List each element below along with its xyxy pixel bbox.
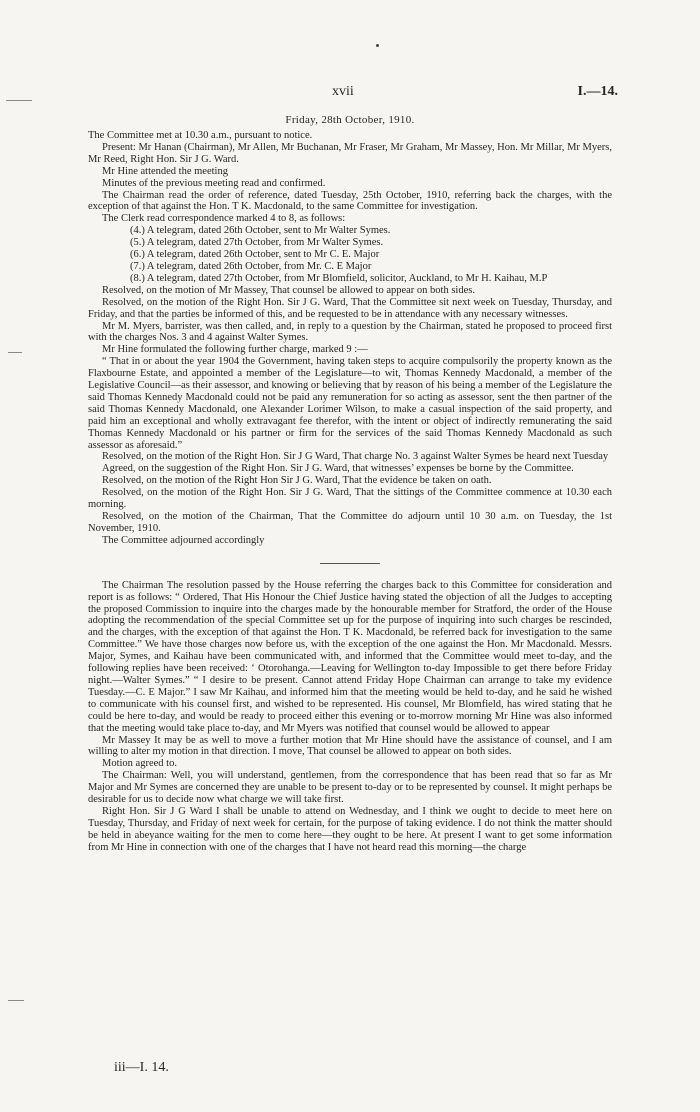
ink-dot	[376, 44, 379, 47]
correspondence-item: (8.) A telegram, dated 27th October, from Mr Blomfield, solicitor, Auckland, to Mr H. Kaihau, M.P	[130, 272, 548, 284]
correspondence-item: (4.) A telegram, dated 26th October, sent to Mr Walter Symes.	[130, 225, 391, 237]
minutes-line: Mr Hine attended the meeting	[102, 165, 228, 177]
statement: The Committee adjourned accordingly	[102, 534, 265, 546]
proceedings-paragraph: Mr Massey It may be as well to move a further motion that Mr Hine should have the assistance of counsel, and I am willing to alter my motion in that direction. I move, That counsel be allowed to appear on both sides.	[88, 734, 612, 758]
proceedings-paragraph: The Chairman The resolution passed by the House referring the charges back to this Committee for consideration and report is as follows: “ Ordered, That His Honour the Chief Justice having stated the objection of all the Judges to accepting the proposed Commission to inquire into the charges made by the honourable member for Stratford, the order of the House adopting the recommendation of the special Committee set up for the purpose of inquiring into such charges be rescinded, and the charges, with the exception of that against the Hon. T K. Macdonald, be referred back for investigation to the same Committee.” We have those charges now before us, with the exception of the one against the Hon. Mr Macdonald. Messrs. Major, Symes, and Kaihau have been communicated with, and informed that the Committee would meet to-day, and the following replies have been received: ‘ Otorohanga.—Leaving for Wellington to-day Impossible to get there before Friday night.—Walter Symes.” “ I desire to be present. Cannot attend Friday Hope Chairman can arrange to take my evidence Tuesday.—C. E Major.” I saw Mr Kaihau, and informed him that the meeting would be held to-day, and he said he wished to communicate with his counsel first, and wished to be represented. His counsel, Mr Blomfield, has wired stating that he could be here to-day, and would be ready to proceed either this evening or to-morrow morning Mr Hine was also informed that the meeting would take place to-day, and Mr Myers was notified that counsel would be allowed to appear	[88, 579, 612, 734]
correspondence-item: (6.) A telegram, dated 26th October, sent to Mr C. E. Major	[130, 249, 380, 261]
correspondence-list	[88, 225, 612, 285]
minutes-line: Minutes of the previous meeting read and confirmed.	[102, 177, 326, 189]
minutes-line: The Committee met at 10.30 a.m., pursuant to notice.	[88, 130, 313, 141]
margin-mark	[8, 352, 22, 353]
statement: Mr M. Myers, barrister, was then called, and, in reply to a question by the Chairman, stated he proposed to proceed first with the charges Nos. 3 and 4 against Walter Symes.	[88, 320, 612, 344]
resolution: Resolved, on the motion of the Right Hon. Sir J G Ward, That charge No. 3 against Walter Symes be heard next Tuesday	[102, 451, 609, 463]
section-divider	[320, 563, 380, 564]
correspondence-item: (5.) A telegram, dated 27th October, from Mr Walter Symes.	[130, 237, 384, 249]
statement: Mr Hine formulated the following further charge, marked 9 :—	[102, 344, 368, 356]
margin-mark	[6, 100, 32, 101]
margin-mark	[8, 1000, 24, 1001]
minutes-section	[88, 130, 612, 854]
proceedings-paragraph: Right Hon. Sir J G Ward I shall be unable to attend on Wednesday, and I think we ought to decide to meet here on Tuesday, Thursday, and Friday of next week for certain, for the purpose of taking evidence. I do not think the matter should be held in abeyance waiting for the men to come here—they ought to be here. At present I want to get some information from Mr Hine in connection with one of the charges that I have not heard read this morning—the charge	[88, 805, 612, 853]
page-number: xvii	[332, 84, 354, 99]
minutes-present: Present: Mr Hanan (Chairman), Mr Allen, Mr Buchanan, Mr Fraser, Mr Graham, Mr Massey, Hon. Mr Millar, Mr Myers, Mr Reed, Right Hon. Sir J G. Ward.	[88, 141, 612, 165]
proceedings-paragraph: The Chairman: Well, you will understand, gentlemen, from the correspondence that has been read that so far as Mr Major and Mr Symes are concerned they are unable to be present to-day or to be represented by counsel. It might perhaps be desirable for us to decide now what charge we will take first.	[88, 770, 612, 806]
proceedings-paragraph: Motion agreed to.	[102, 758, 177, 770]
sheet-reference: iii—I. 14.	[114, 1060, 169, 1075]
date-heading: Friday, 28th October, 1910.	[285, 114, 415, 126]
running-header	[88, 84, 618, 104]
resolution: Resolved, on the motion of the Right Hon. Sir J G. Ward, That the Committee sit next week on Tuesday, Thursday, and Friday, and that the parties be informed of this, and be requested to be in attendance with any necessary witnesses.	[88, 296, 612, 320]
resolution: Agreed, on the suggestion of the Right Hon. Sir J G. Ward, that witnesses’ expenses be borne by the Committee.	[102, 463, 574, 475]
minutes-line: The Clerk read correspondence marked 4 to 8, as follows:	[102, 213, 346, 225]
minutes-line: The Chairman read the order of reference, dated Tuesday, 25th October, 1910, referring back the charges, with the exception of that against the Hon. T K. Macdonald, to the same Committee for investigation.	[88, 189, 612, 213]
resolution: Resolved, on the motion of the Right Hon. Sir J G. Ward, That the sittings of the Committee commence at 10.30 each morning.	[88, 487, 612, 511]
charge-text: “ That in or about the year 1904 the Government, having taken steps to acquire compulsorily the property known as the Flaxbourne Estate, and appointed a member of the Legislature—to wit, Thomas Kennedy Macdonald, a member of the Legislative Council—as their assessor, and knowing or believing that by reason of his being a member of the Legislature the said Thomas Kennedy Macdonald could not be paid any remuneration for so acting as assessor, sent the then partner of the said Thomas Kennedy Macdonald, one Alexander Lorimer Wilson, to make a casual inspection of the said property, and paid him an exceptional and wholly extravagant fee therefor, with the intent or object of indirectly remunerating the said Thomas Kennedy Macdonald or his partner or firm for the services of the said Thomas Kennedy Macdonald as such assessor as aforesaid.”	[88, 356, 612, 451]
resolution: Resolved, on the motion of the Right Hon Sir J G. Ward, That the evidence be taken on oath.	[102, 475, 492, 487]
resolution: Resolved, on the motion of the Chairman, That the Committee do adjourn until 10 30 a.m. on Tuesday, the 1st November, 1910.	[88, 511, 612, 534]
resolution: Resolved, on the motion of Mr Massey, That counsel be allowed to appear on both sides.	[102, 284, 475, 296]
document-reference: I.—14.	[577, 84, 618, 99]
correspondence-item: (7.) A telegram, dated 26th October, from Mr. C. E Major	[130, 260, 372, 272]
